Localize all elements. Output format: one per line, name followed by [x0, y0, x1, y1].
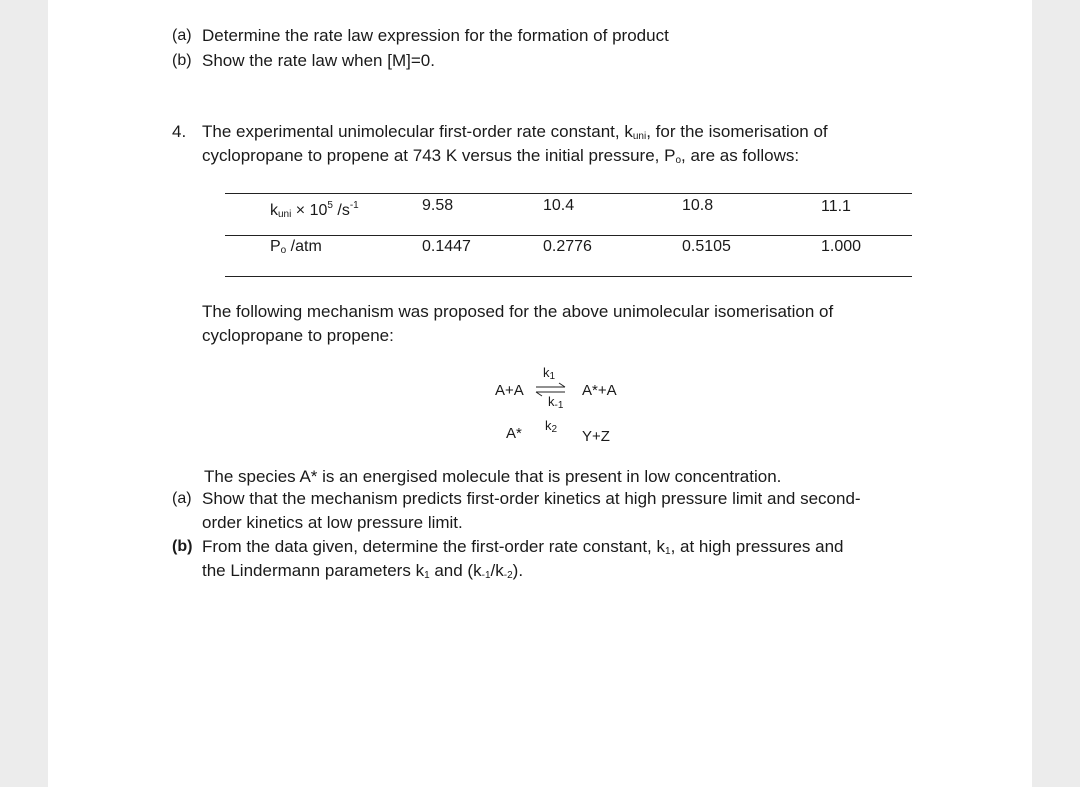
part-a-line-1: Show that the mechanism predicts first-order kinetics at high pressure limit and second- [202, 489, 861, 508]
species-note: The species A* is an energised molecule that is present in low concentration. [204, 467, 782, 486]
part-a-marker: (a) [172, 490, 192, 507]
table-cell: 0.2776 [543, 238, 592, 255]
row-label-pressure: $P_o$ /atm [270, 238, 322, 256]
part-a-line-2: order kinetics at low pressure limit. [202, 513, 463, 532]
mechanism-intro-line-2: cyclopropane to propene: [202, 326, 394, 345]
document-page [48, 0, 1032, 787]
question-line-2: cyclopropane to propene at 743 K versus the initial pressure, $P_o$, are as follows: [202, 146, 800, 166]
table-cell: 10.4 [543, 197, 575, 214]
table-rule-middle [225, 235, 912, 236]
table-cell: 11.1 [821, 198, 851, 215]
question-line-1: The experimental unimolecular first-order rate constant, $k_{uni}$, for the isomerisation of [202, 122, 828, 142]
eq2-products: Y+Z [582, 428, 610, 445]
k1-label: $k_1$ [543, 365, 556, 382]
table-rule-top [225, 193, 912, 194]
table-cell: 10.8 [682, 197, 714, 214]
part-b-top-marker: (b) [172, 52, 192, 69]
part-b-marker: (b) [172, 538, 193, 555]
eq1-products: A*+A [582, 382, 617, 399]
mechanism-intro-line-1: The following mechanism was proposed for the above unimolecular isomerisation of [202, 302, 834, 321]
row-label-kuni: $k_{uni} \times 10^5$ $/s^{-1}$ [270, 200, 359, 220]
part-b-line-2: the Lindermann parameters $k_1$ and $(k_{-1}/k_{-2})$. [202, 561, 524, 581]
eq2-reactant: A* [506, 425, 522, 442]
table-cell: 0.1447 [422, 238, 471, 255]
part-b-top-text: Show the rate law when [M]=0. [202, 51, 435, 70]
k-minus-1-label: $k_{-1}$ [548, 394, 564, 411]
question-number: 4. [172, 122, 187, 141]
table-cell: 9.58 [422, 197, 454, 214]
part-a-top-text: Determine the rate law expression for the formation of product [202, 26, 669, 45]
part-a-top-marker: (a) [172, 27, 192, 44]
k2-label: $k_2$ [545, 418, 558, 435]
part-b-line-1: From the data given, determine the first-order rate constant, $k_1$, at high pressures and [202, 537, 844, 557]
table-cell: 0.5105 [682, 238, 731, 255]
table-rule-bottom [225, 276, 912, 277]
eq1-reactants: A+A [495, 382, 524, 399]
table-cell: 1.000 [821, 238, 862, 255]
